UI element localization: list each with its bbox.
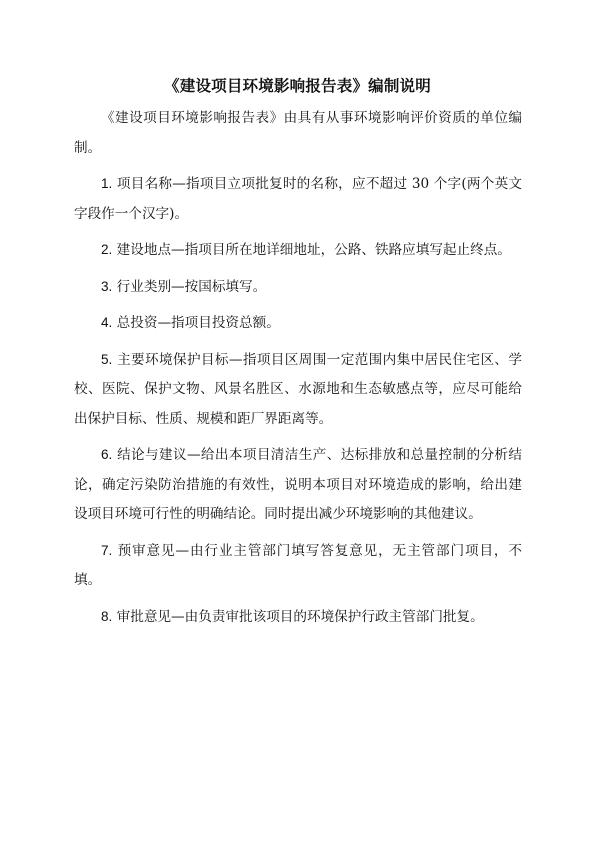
item-number: 1. (101, 176, 113, 191)
item-text: 建设地点—指项目所在地详细地址，公路、铁路应填写起止终点。 (116, 242, 511, 258)
document-title: 《建设项目环境影响报告表》编制说明 (164, 77, 431, 95)
item-number: 8. (101, 608, 113, 624)
list-item (74, 602, 522, 633)
list-item (74, 272, 522, 303)
item-number: 4. (101, 315, 113, 330)
item-text: 行业类别—按国标填写。 (116, 278, 267, 295)
list-item (74, 440, 522, 530)
document-body (74, 104, 522, 638)
intro-paragraph: 《建设项目环境影响报告表》由具有从事环境影响评价资质的单位编制。 (74, 110, 522, 156)
item-text: 主要环境保护目标—指项目区周围一定范围内集中居民住宅区、学校、医院、保护文物、风景名胜区、水源地和生态敏感点等，应尽可能给出保护目标、性质、规模和距厂界距离等。 (74, 351, 523, 427)
item-number: 5. (101, 351, 113, 367)
list-item (74, 536, 522, 596)
item-number: 2. (101, 242, 113, 257)
item-number: 3. (101, 278, 113, 294)
list-item (74, 235, 522, 266)
item-text: 项目名称—指项目立项批复时的名称，应不超过 30 个字(两个英文字段作一个汉字)。 (74, 176, 522, 222)
list-item (74, 169, 522, 229)
item-text: 审批意见—由负责审批该项目的环境保护行政主管部门批复。 (116, 608, 484, 625)
item-number: 6. (101, 447, 113, 462)
item-text: 结论与建议—给出本项目清洁生产、达标排放和总量控制的分析结论，确定污染防治措施的有效性，说明本项目对环境造成的影响，给出建设项目环境可行性的明确结论。同时提出减少环境影响的其他建议。 (74, 447, 523, 522)
item-text: 预审意见—由行业主管部门填写答复意见，无主管部门项目，不填。 (74, 542, 523, 588)
item-text: 总投资—指项目投资总额。 (116, 315, 280, 331)
list-item (74, 308, 522, 339)
list-item (74, 345, 522, 435)
item-number: 7. (101, 542, 113, 558)
